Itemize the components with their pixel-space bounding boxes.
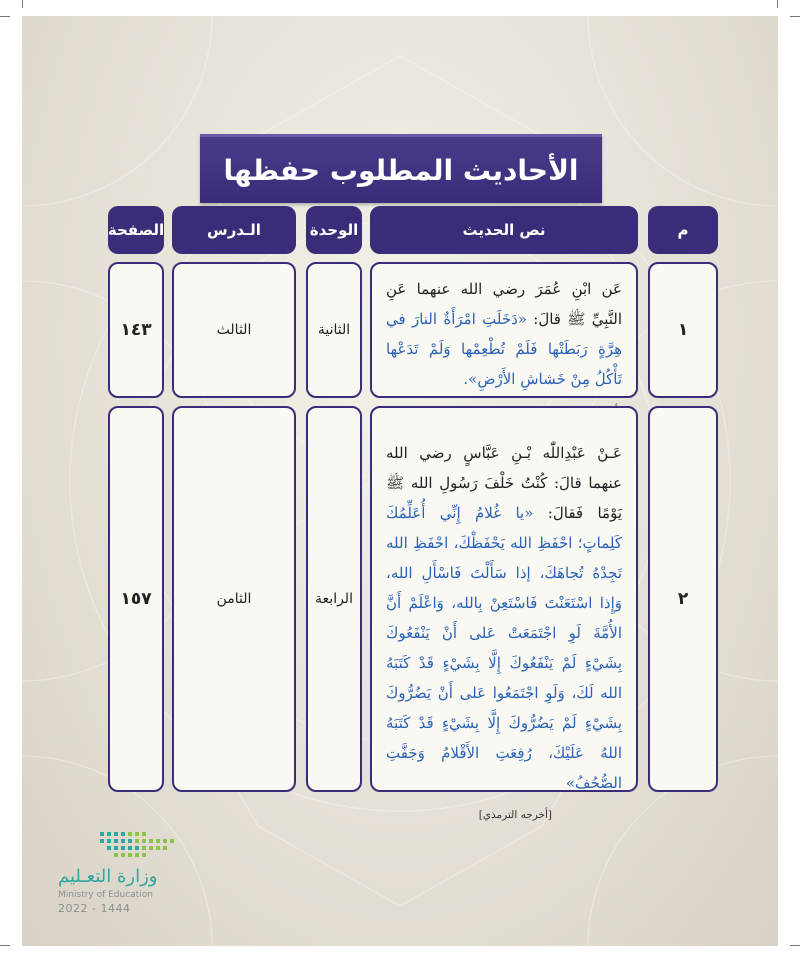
row1-text-plain: عَن ابْنِ عُمَرَ رضي الله عنهما عَنِ النَّبِيِّ ﷺ قالَ: <box>386 280 622 328</box>
crop-mark <box>790 16 800 17</box>
header-hadith-text: نص الحديث <box>370 206 638 254</box>
row2-text-quote: «يا غُلامُ إِنِّي أُعَلِّمُكَ كَلِماتٍ؛ احْفَظِ الله يَحْفَظْكَ، احْفَظِ الله تَجِدْهُ تُجاهَكَ، إذا سَأَلْتَ فَاسْأَلِ الله، وَإِذا اسْتَعَنْتَ فَاسْتَعِنْ بِالله، وَاعْلَمْ أَنَّ الأُمَّةَ لَوِ اجْتَمَعَتْ عَلى أَنْ يَنْفَعُوكَ بِشَيْءٍ لَمْ يَنْفَعُوكَ إِلَّا بِشَيْءٍ قَدْ كَتَبَهُ الله لَكَ، وَلَوِ اجْتَمَعُوا عَلى أَنْ يَضُرُّوكَ بِشَيْءٍ لَمْ يَضُرُّوكَ إِلَّا بِشَيْءٍ قَدْ كَتَبَهُ اللهُ عَلَيْكَ، رُفِعَتِ الأَقْلامُ وَجَفَّتِ الصُّحُفُ» <box>386 504 622 792</box>
logo-dots-icon <box>98 828 198 860</box>
row1-unit: الثانية <box>306 262 362 398</box>
header-num: م <box>648 206 718 254</box>
crop-mark <box>0 945 10 946</box>
header-lesson: الـدرس <box>172 206 296 254</box>
ministry-name-ar: وزارة التعـليم <box>58 866 158 887</box>
row2-source: [أخرجه الترمذي] <box>478 809 552 821</box>
row1-lesson: الثالث <box>172 262 296 398</box>
edition-year: 2022 - 1444 <box>58 902 131 915</box>
crop-mark <box>0 16 10 17</box>
row2-lesson: الثامن <box>172 406 296 792</box>
crop-mark <box>777 0 778 8</box>
header-unit: الوحدة <box>306 206 362 254</box>
crop-mark <box>790 945 800 946</box>
crop-mark <box>22 0 23 8</box>
row2-num: ٢ <box>648 406 718 792</box>
row2-text-plain: عَـنْ عَبْدِاللّٰه بْـنِ عَبَّاسٍ رضي الله عنهما قالَ: كُنْتُ خَلْفَ رَسُولِ الله ﷺ يَوْمًا فَقالَ: <box>386 444 622 522</box>
row2-unit: الرابعة <box>306 406 362 792</box>
row2-hadith-text <box>370 406 638 821</box>
ministry-name-en: Ministry of Education <box>58 890 153 900</box>
page-title: الأحاديث المطلوب حفظها <box>200 134 602 203</box>
row1-hadith-text <box>370 262 638 398</box>
header-page: الصفحة <box>108 206 164 254</box>
row1-page: ١٤٣ <box>108 262 164 398</box>
ministry-logo <box>58 828 168 948</box>
row1-num: ١ <box>648 262 718 398</box>
page-background <box>22 16 778 946</box>
row1-text-quote: «دَخَلَتِ امْرَأَةٌ النارَ في هِرَّةٍ رَبَطَتْها فَلَمْ تُطْعِمْها وَلَمْ تَدَعْها تَأْكُلُ مِنْ خَشاشِ الأَرْضِ». <box>386 310 622 388</box>
row2-page: ١٥٧ <box>108 406 164 792</box>
